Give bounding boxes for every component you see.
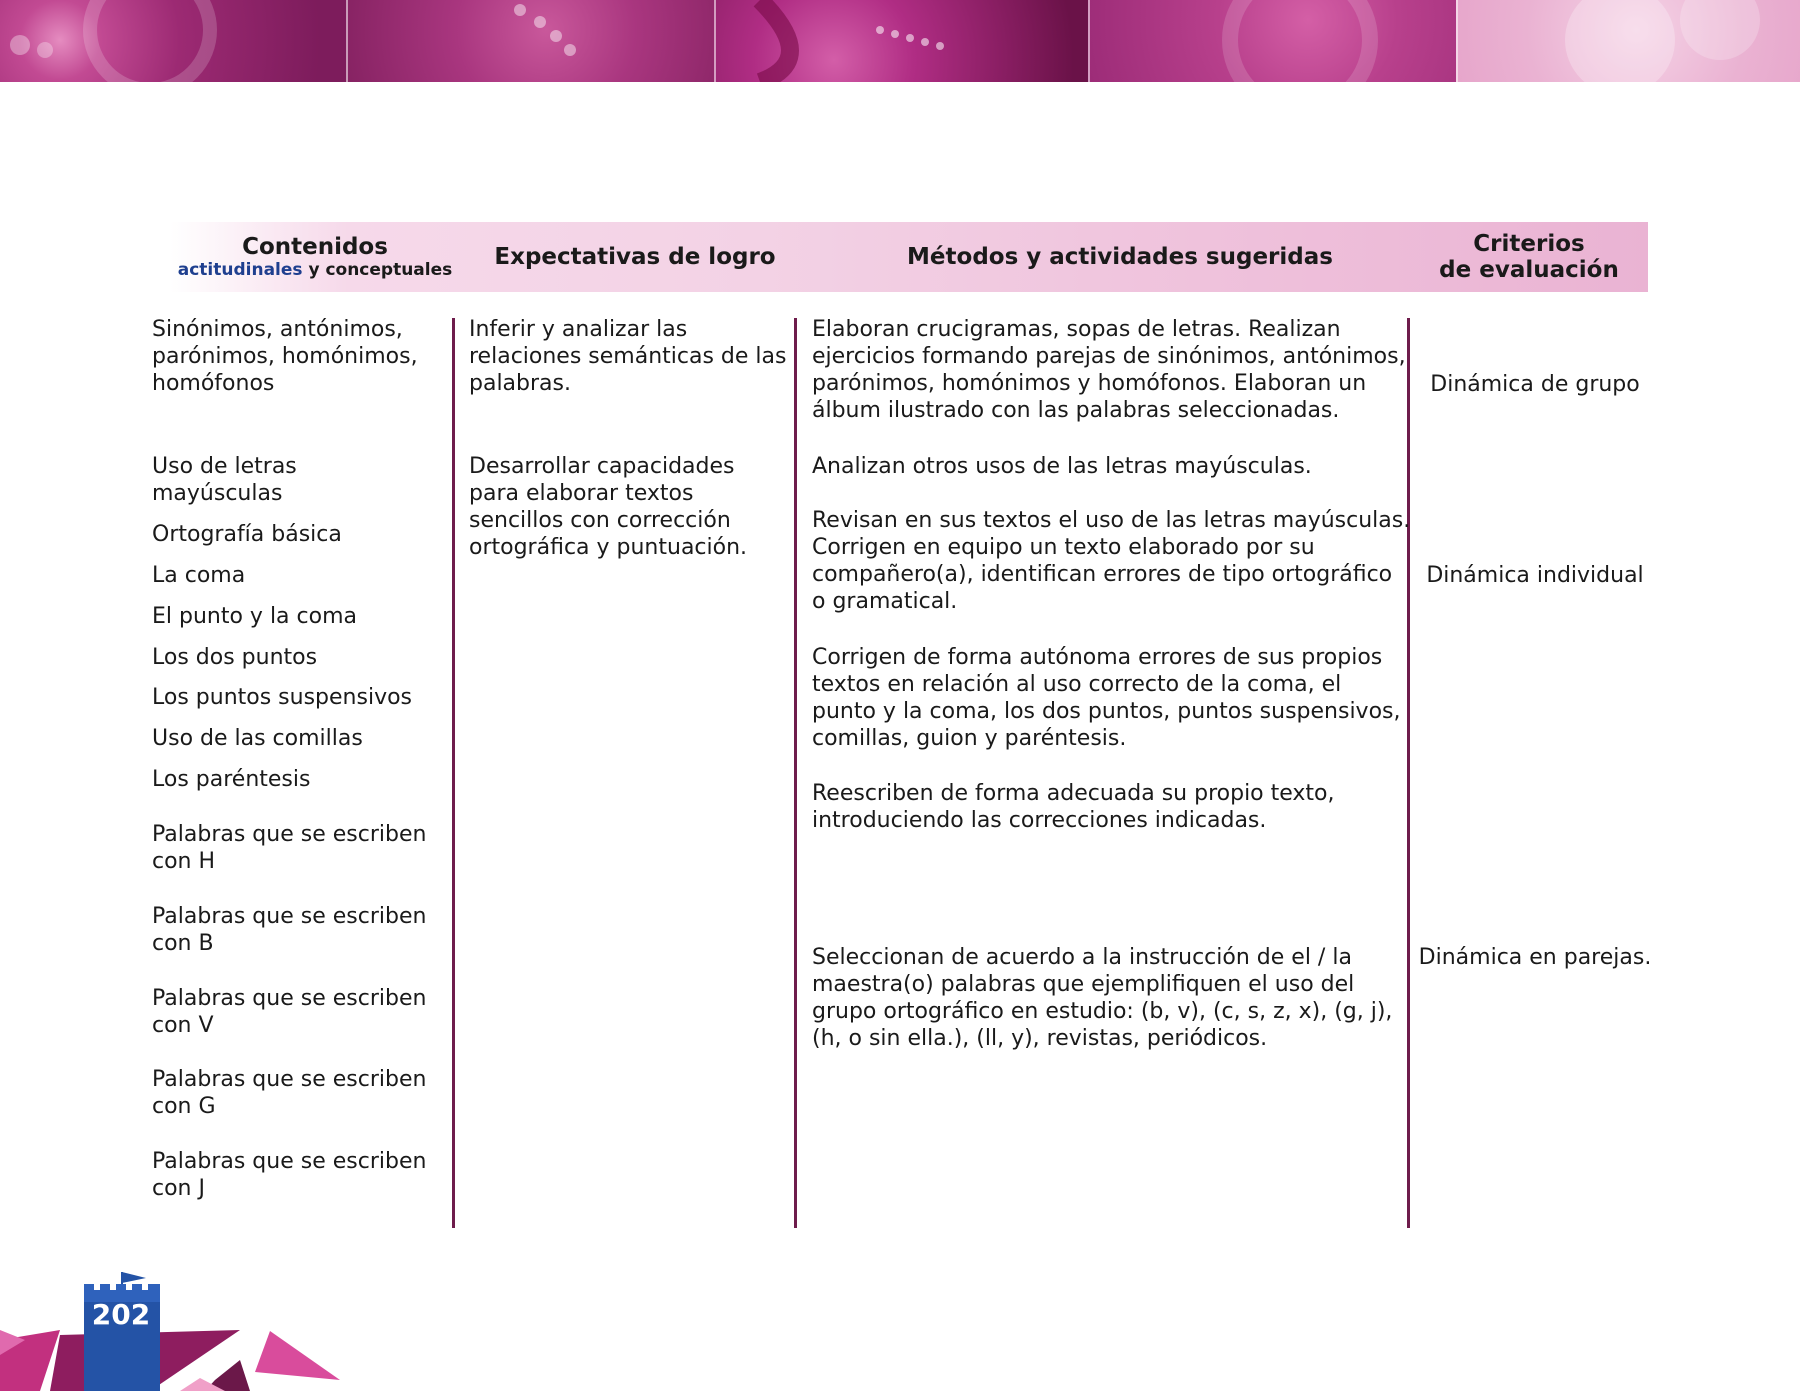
contenidos-item: Ortografía básica [152,522,342,547]
header-expectativas-title: Expectativas de logro [494,244,776,270]
metodo-item: Corrigen de forma autónoma errores de sus propios textos en relación al uso correcto de la coma, el punto y la coma, los dos puntos, puntos suspensivos, comillas, guion y paréntesis. [812,645,1401,751]
contenidos-item: Palabras que se escriben con V [152,986,427,1038]
header-criterios [1410,222,1648,292]
contenidos-item: Uso de letras mayúsculas [152,454,297,506]
header-contenidos-sub-blue: actitudinales [177,260,303,280]
header-expectativas [470,222,800,292]
column-divider [794,318,797,1228]
contenidos-item: Palabras que se escriben con B [152,904,427,956]
header-metodos-title: Métodos y actividades sugeridas [907,244,1333,270]
header-criterios-line1: Criterios [1473,231,1585,257]
expectativa-item: Desarrollar capacidades para elaborar textos sencillos con corrección ortográfica y puntuación. [469,454,748,560]
contenidos-item: Los puntos suspensivos [152,685,413,710]
header-contenidos [170,222,460,292]
table-header [170,222,1648,292]
contenidos-item: Los dos puntos [152,645,318,670]
header-contenidos-title: Contenidos [242,234,388,260]
banner-divider [714,0,716,82]
banner-divider [1456,0,1458,82]
metodo-item: Seleccionan de acuerdo a la instrucción de el / la maestra(o) palabras que ejemplifiquen el uso del grupo ortográfico en estudio: (b, v), (c, s, z, x), (g, j), (h, o sin ella.), (ll, y), revistas, periódicos. [812,945,1393,1051]
footer-decoration [0,1261,400,1391]
top-banner [0,0,1800,82]
metodo-item: Analizan otros usos de las letras mayúsculas. [812,454,1312,479]
contenidos-item: El punto y la coma [152,604,358,629]
contenidos-item: Sinónimos, antónimos, parónimos, homónimos, homófonos [152,317,418,396]
contenidos-item: Palabras que se escriben con J [152,1149,427,1201]
criterio-item: Dinámica individual [1426,563,1644,588]
contenidos-item: Uso de las comillas [152,726,363,751]
header-contenidos-subtitle [178,260,453,280]
banner-pattern [0,0,1800,82]
column-divider [452,318,455,1228]
metodo-item: Elaboran crucigramas, sopas de letras. Realizan ejercicios formando parejas de sinónimos, antónimos, parónimos, homónimos y homófonos. Elaboran un álbum ilustrado con las palabras seleccionadas. [812,317,1406,423]
contenidos-item: Palabras que se escriben con G [152,1067,427,1119]
criterio-item: Dinámica en parejas. [1418,945,1652,970]
expectativa-item: Inferir y analizar las relaciones semánticas de las palabras. [469,317,787,396]
page-number: 202 [91,1298,151,1331]
header-metodos [810,222,1430,292]
banner-divider [1088,0,1090,82]
criterio-item: Dinámica de grupo [1430,372,1640,397]
banner-divider [346,0,348,82]
header-criterios-line2: de evaluación [1439,257,1619,283]
header-contenidos-sub-rest: y conceptuales [308,260,453,280]
metodo-item: Revisan en sus textos el uso de las letras mayúsculas. Corrigen en equipo un texto elaborado por su compañero(a), identifican errores de tipo ortográfico o gramatical. [812,508,1411,614]
metodo-item: Reescriben de forma adecuada su propio texto, introduciendo las correcciones indicadas. [812,781,1335,833]
contenidos-item: Los paréntesis [152,767,311,792]
contenidos-item: Palabras que se escriben con H [152,822,427,874]
contenidos-item: La coma [152,563,246,588]
